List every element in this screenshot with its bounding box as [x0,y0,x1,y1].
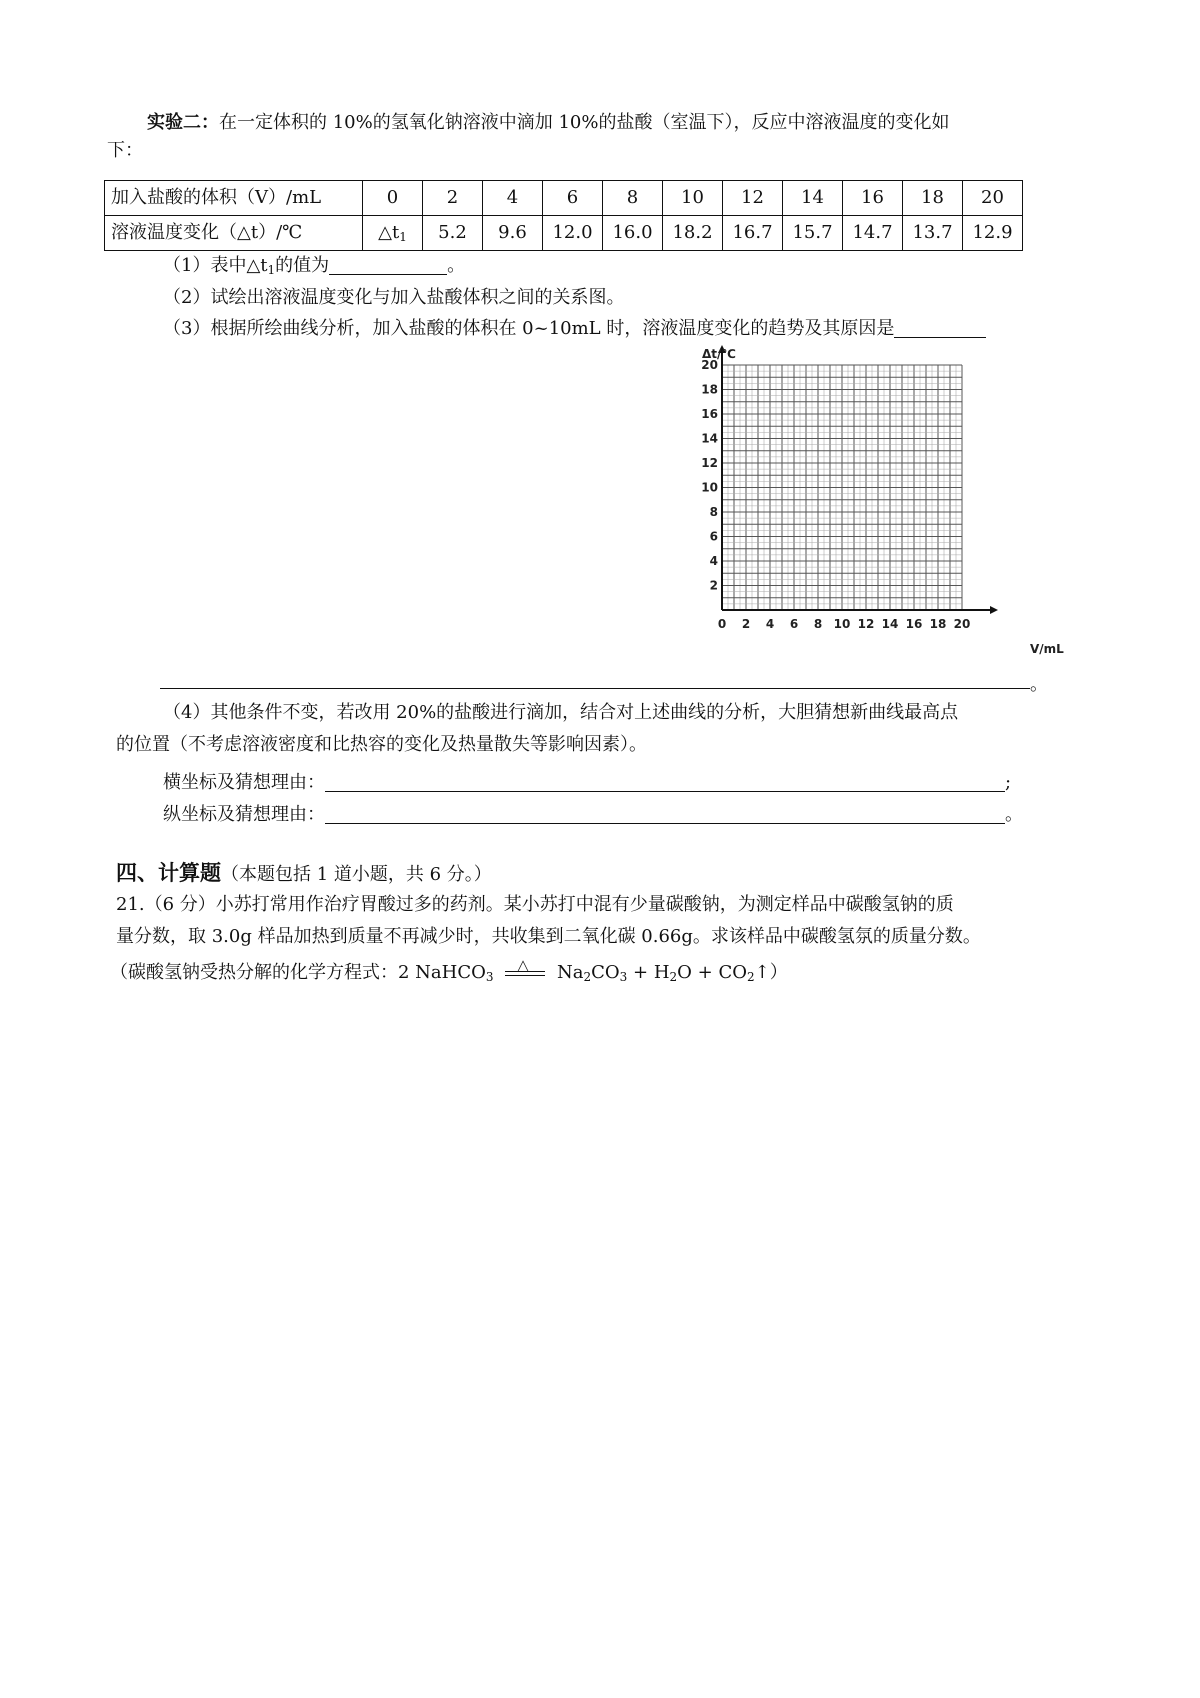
y-tick-label: 4 [709,554,718,568]
table-cell: 6 [543,181,603,216]
x-tick-label: 10 [833,617,851,631]
equation-subscript: 2 [583,970,592,984]
equation-h: + H [627,962,670,983]
q4-x-answer-blank[interactable] [325,771,1005,792]
data-table [104,180,1023,251]
question-1 [163,253,465,279]
question-4-y [163,802,1023,828]
table-row-volume [105,181,1023,216]
y-tick-label: 10 [701,480,718,495]
equation-subscript: 2 [746,970,755,984]
q4-x-end: ; [1005,772,1012,793]
table-cell: 12.0 [543,216,603,251]
equation-prefix: （碳酸氢钠受热分解的化学方程式：2 NaHCO [110,962,486,983]
q1-text-b: 的值为 [275,255,330,276]
table-cell: 16.7 [723,216,783,251]
x-tick-label: 2 [741,617,751,631]
q4-y-end: 。 [1005,804,1023,825]
table-cell-delta-t1 [363,216,423,251]
q1-end: 。 [447,255,466,276]
q3-answer-line[interactable] [160,688,1030,689]
table-cell: 20 [963,181,1023,216]
x-tick-label: 8 [813,617,823,631]
heat-triangle-icon: △ [517,956,529,974]
q1-text: （1）表中△t [163,255,268,276]
question-3 [163,316,986,342]
experiment-intro-line2: 下： [107,140,143,161]
y-tick-label: 12 [701,456,718,470]
experiment-intro-line1 [147,110,949,136]
x-tick-label: 6 [789,617,799,631]
x-tick-label: 4 [765,617,775,631]
equation-o-co: O + CO [677,962,747,983]
graph-paper-chart [700,340,1070,660]
q3-text: （3）根据所绘曲线分析，加入盐酸的体积在 0~10mL 时，溶液温度变化的趋势及其原因是 [163,318,895,339]
y-axis-label: Δt/℃ [702,347,736,361]
y-tick-label: 14 [701,431,718,446]
question-2: （2）试绘出溶液温度变化与加入盐酸体积之间的关系图。 [163,287,625,308]
q1-subscript: 1 [267,263,276,277]
row-header-temperature: 溶液温度变化（△t）/℃ [105,216,363,251]
experiment-intro-text: 在一定体积的 10%的氢氧化钠溶液中滴加 10%的盐酸（室温下），反应中溶液温度的变化如 [219,112,950,133]
x-tick-label: 18 [929,617,947,631]
y-tick-label: 8 [709,505,718,519]
problem-21-line2: 量分数，取 3.0g 样品加热到质量不再减少时，共收集到二氧化碳 0.66g。求该样品中碳酸氢氛的质量分数。 [116,926,981,947]
table-cell: 10 [663,181,723,216]
q3-answer-blank[interactable] [894,317,986,338]
table-cell: 8 [603,181,663,216]
equation-subscript: 3 [619,970,628,984]
y-tick-label: 16 [701,407,718,421]
equation-co3: CO [591,962,620,983]
table-row-temperature [105,216,1023,251]
delta-t-subscript: 1 [399,230,407,244]
q4-y-label: 纵坐标及猜想理由： [163,804,325,825]
question-4-line1: （4）其他条件不变，若改用 20%的盐酸进行滴加，结合对上述曲线的分析，大胆猜想新曲线最高点 [163,702,959,723]
section-4-heading [116,860,492,888]
section-note: （本题包括 1 道小题，共 6 分。） [221,864,492,885]
q3-end: 。 [1030,674,1048,695]
row-header-volume: 加入盐酸的体积（V）/mL [105,181,363,216]
equation-subscript: 2 [669,970,678,984]
question-4-x [163,770,1011,796]
q4-x-label: 横坐标及猜想理由： [163,772,325,793]
table-cell: 18 [903,181,963,216]
table-cell: 14 [783,181,843,216]
x-axis-label: V/mL [1030,642,1064,656]
problem-21-line1: 21.（6 分）小苏打常用作治疗胃酸过多的药剂。某小苏打中混有少量碳酸钠，为测定样品中碳酸氢钠的质 [116,894,954,915]
y-tick-label: 6 [709,529,718,544]
table-cell: 14.7 [843,216,903,251]
table-cell: 18.2 [663,216,723,251]
y-tick-label: 20 [701,358,718,372]
table-cell: 9.6 [483,216,543,251]
chemical-equation [110,958,788,986]
equation-na: Na [557,962,584,983]
question-4-line2: 的位置（不考虑溶液密度和比热容的变化及热量散失等影响因素）。 [116,734,647,755]
table-cell: 5.2 [423,216,483,251]
equation-subscript: 3 [485,970,494,984]
q1-answer-blank[interactable] [329,254,447,275]
q4-y-answer-blank[interactable] [325,803,1005,824]
x-axis-arrow-icon [990,606,998,614]
table-cell: 12.9 [963,216,1023,251]
x-tick-label: 0 [717,617,727,631]
x-tick-label: 20 [953,617,971,631]
table-cell: 16.0 [603,216,663,251]
table-cell: 12 [723,181,783,216]
y-tick-label: 18 [701,382,718,397]
section-title: 四、计算题 [116,860,221,885]
table-cell: 2 [423,181,483,216]
x-tick-label: 14 [881,617,899,631]
x-tick-label: 12 [857,617,875,631]
experiment-label: 实验二： [147,112,219,133]
table-cell: 13.7 [903,216,963,251]
table-cell: 0 [363,181,423,216]
x-tick-label: 16 [905,617,923,631]
table-cell: 15.7 [783,216,843,251]
table-cell: 4 [483,181,543,216]
equation-end: ↑） [754,962,788,983]
table-cell: 16 [843,181,903,216]
y-tick-label: 2 [709,578,718,593]
heating-condition-sign [505,958,545,982]
delta-t-symbol: △t [378,222,400,243]
